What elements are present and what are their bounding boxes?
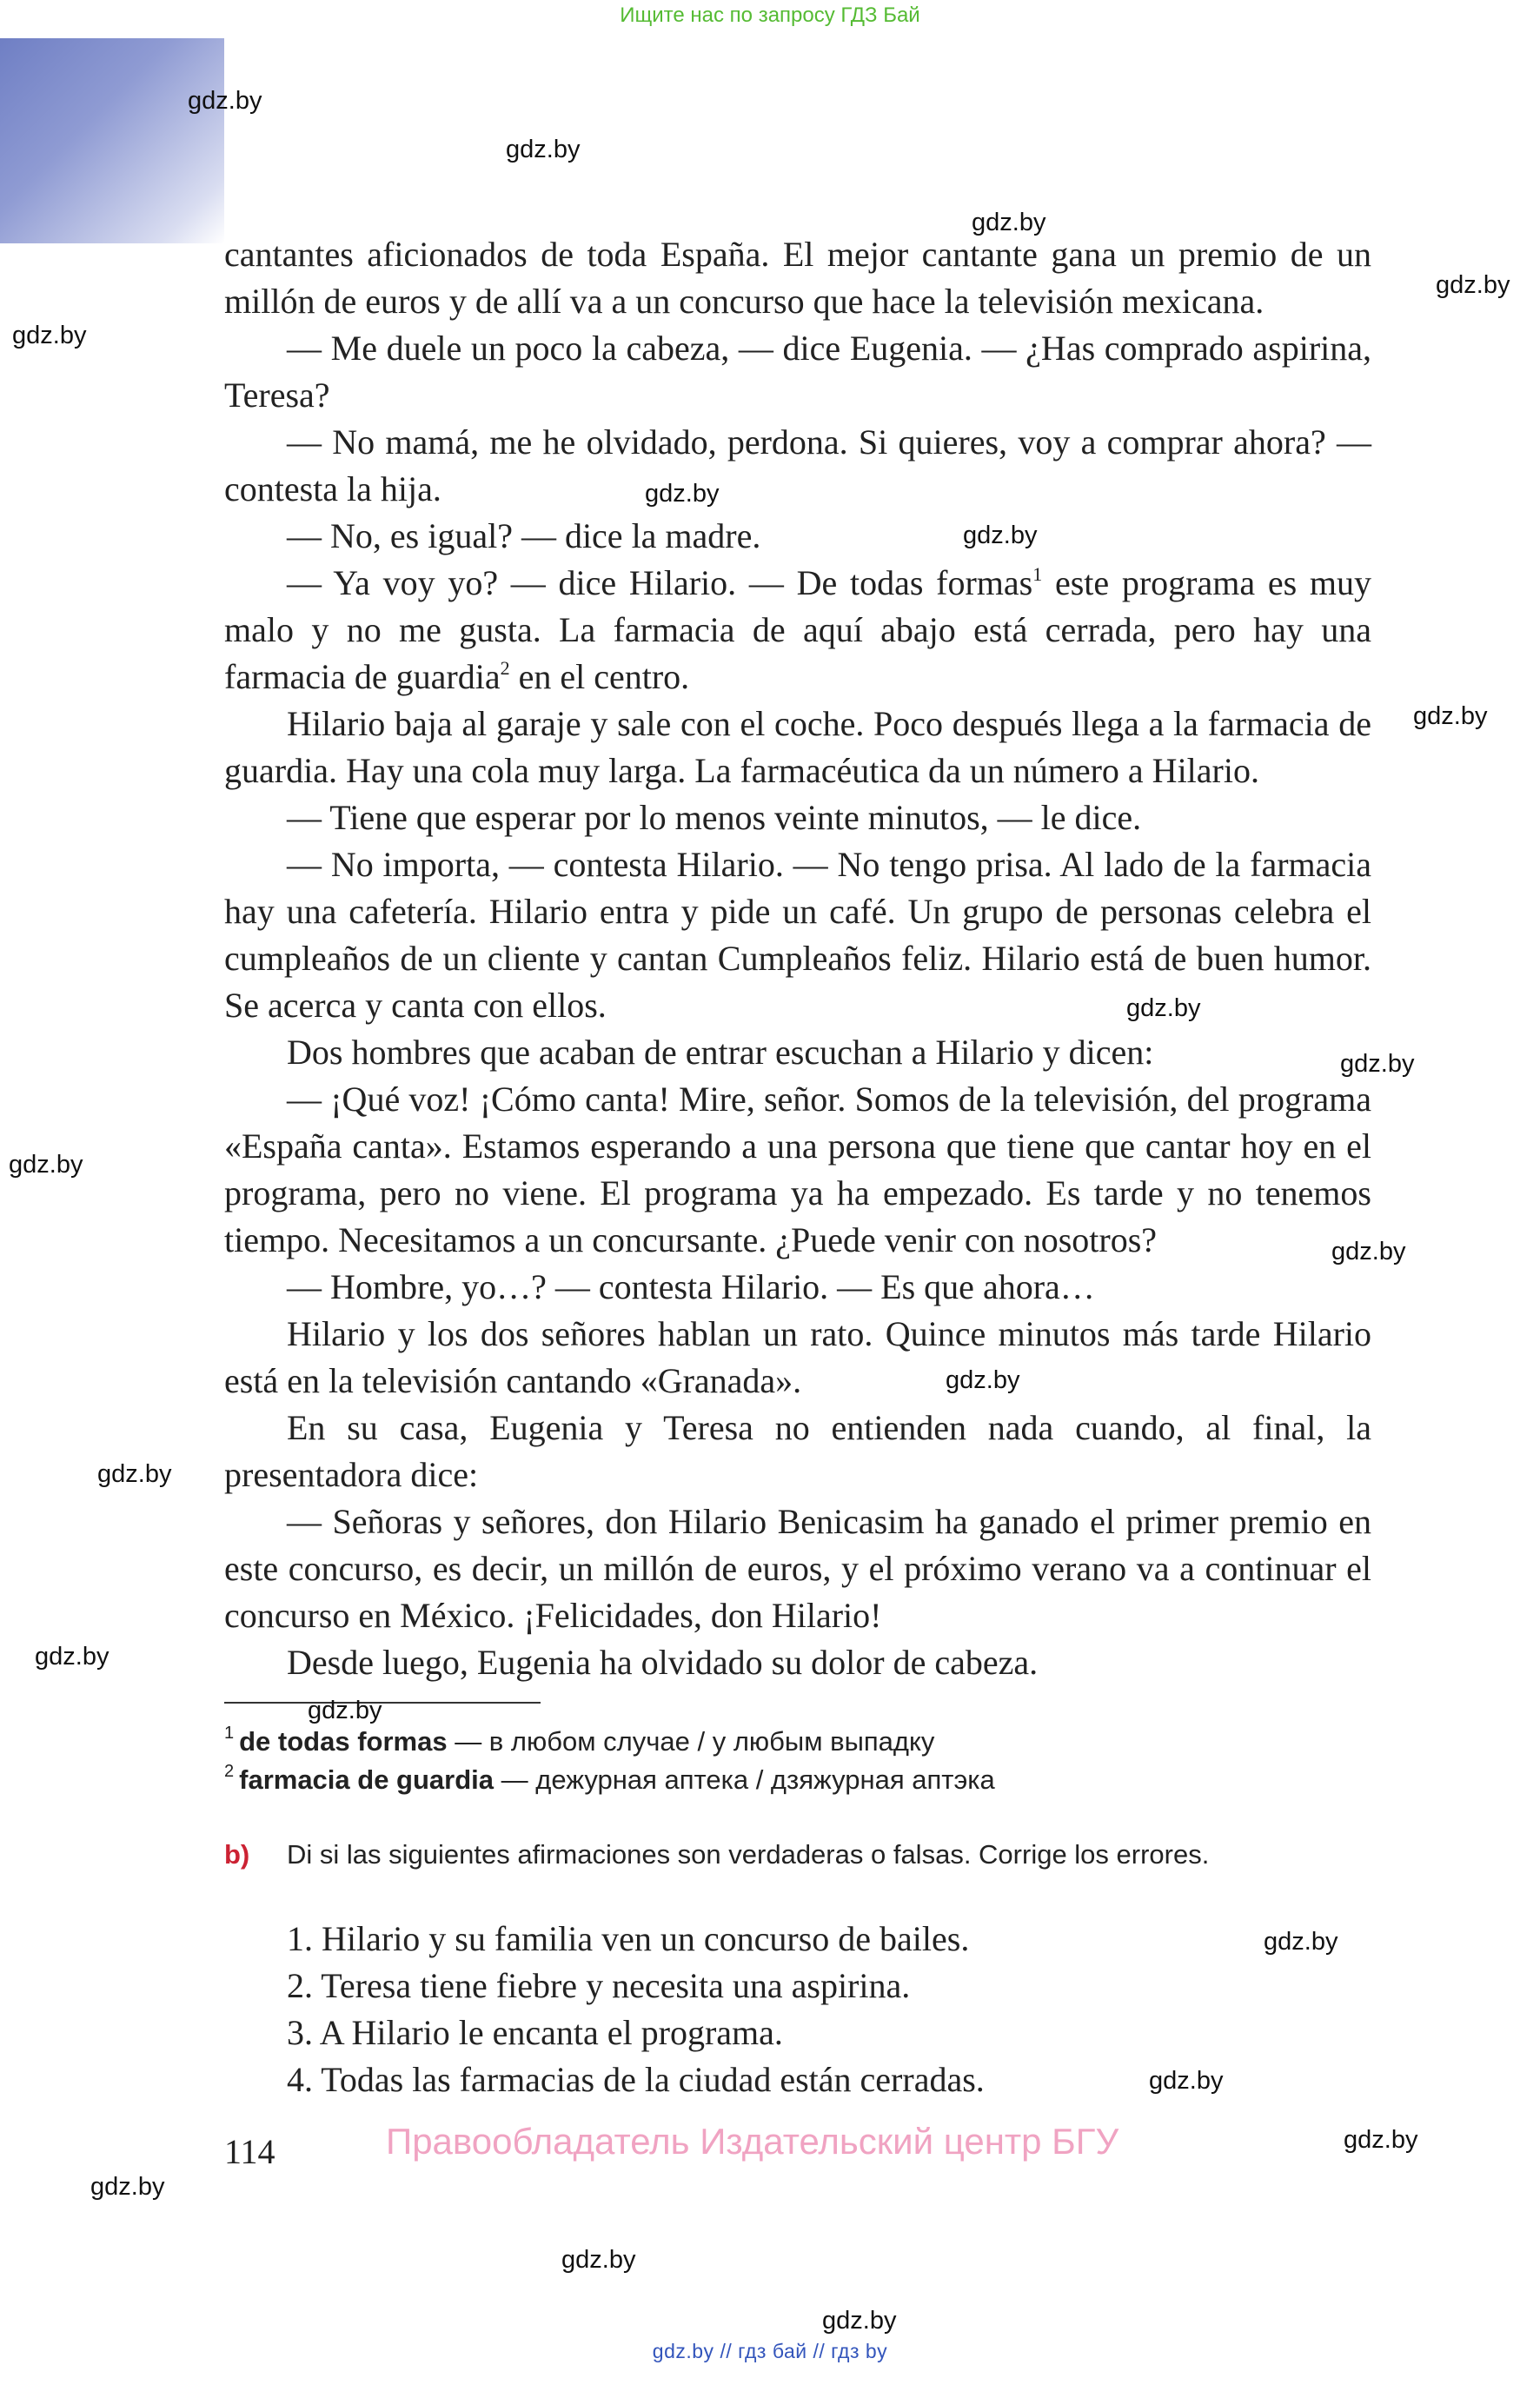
watermark: gdz.by	[972, 209, 1046, 236]
paragraph: — Hombre, yo…? — contesta Hilario. — Es que ahora…	[287, 1267, 1095, 1306]
watermark: gdz.by	[561, 2246, 636, 2274]
paragraph: Dos hombres que acaban de entrar escuchan a Hilario y dicen:	[287, 1033, 1154, 1072]
watermark: gdz.by	[1264, 1928, 1338, 1956]
paragraph: Hilario baja al garaje y sale con el coche. Poco después llega a la farmacia de guardia. Hay una cola muy larga. La farmacéutica da un número a Hilario.	[224, 704, 1371, 790]
paragraph: — Señoras y señores, don Hilario Benicasim ha ganado el primer premio en este concurso, es decir, un millón de euros, y el próximo verano va a continuar el concurso en México. ¡Felicidades, don Hilario!	[224, 1502, 1371, 1635]
watermark: gdz.by	[963, 522, 1038, 549]
paragraph: — No, es igual? — dice la madre.	[287, 516, 761, 555]
watermark: gdz.by	[946, 1366, 1020, 1394]
exercise-task	[224, 1836, 1371, 1874]
watermark: gdz.by	[1331, 1238, 1406, 1266]
watermark: gdz.by	[1344, 2126, 1418, 2154]
paragraph-part: en el centro.	[509, 657, 690, 696]
footnote	[224, 1761, 1371, 1799]
watermark: gdz.by	[35, 1643, 110, 1671]
paragraph-part: — Ya voy yo? — dice Hilario. — De todas formas	[287, 563, 1033, 602]
footnote-divider	[224, 1702, 541, 1704]
watermark: gdz.by	[9, 1151, 83, 1179]
corner-decoration	[0, 38, 224, 243]
footnotes	[224, 1723, 1371, 1799]
paragraph: — Tiene que esperar por lo menos veinte minutos, — le dice.	[287, 798, 1142, 837]
footnote-term: farmacia de guardia	[239, 1764, 495, 1795]
story-text	[224, 231, 1371, 1686]
watermark: gdz.by	[188, 87, 262, 115]
watermark: gdz.by	[1340, 1050, 1415, 1078]
watermark: gdz.by	[1413, 702, 1488, 730]
page-number: 114	[224, 2132, 275, 2171]
top-banner[interactable]: Ищите нас по запросу ГДЗ Бай	[620, 3, 920, 27]
paragraph: — No mamá, me he olvidado, perdona. Si quieres, voy a comprar ahora? — contesta la hija.	[224, 422, 1371, 508]
watermark: gdz.by	[506, 136, 581, 163]
watermark: gdz.by	[1149, 2067, 1224, 2095]
watermark: gdz.by	[12, 322, 87, 349]
paragraph: — Me duele un poco la cabeza, — dice Eugenia. — ¿Has comprado aspirina, Teresa?	[224, 329, 1371, 415]
footnote-definition: — дежурная аптека / дзяжурная аптэка	[494, 1764, 995, 1795]
paragraph: — ¡Qué voz! ¡Cómo canta! Mire, señor. Somos de la televisión, del programa «España canta». Estamos esperando a una persona que tiene que cantar hoy en el programa, pero no viene. El programa ya ha empezado. Es tarde y no tenemos tiempo. Necesitamos a un concursante. ¿Puede venir con nosotros?	[224, 1080, 1371, 1259]
paragraph-part: este programa es muy malo y no me gusta. La farmacia de aquí abajo está cerrada, pero hay una farmacia de guardia	[224, 563, 1371, 696]
statement: 2. Teresa tiene fiebre y necesita una aspirina.	[287, 1966, 911, 2005]
bottom-banner[interactable]: gdz.by // гдз бай // гдз by	[652, 2340, 888, 2362]
watermark: gdz.by	[97, 1460, 172, 1488]
paragraph: Hilario y los dos señores hablan un rato. Quince minutos más tarde Hilario está en la televisión cantando «Granada».	[224, 1314, 1371, 1400]
statement: 1. Hilario y su familia ven un concurso de bailes.	[287, 1919, 970, 1958]
watermark: gdz.by	[645, 480, 720, 508]
watermark: gdz.by	[822, 2307, 897, 2335]
copyright-notice: Правообладатель Издательский центр БГУ	[386, 2121, 1119, 2162]
footnote-marker: 1	[1032, 563, 1043, 585]
paragraph: En su casa, Eugenia y Teresa no entienden nada cuando, al final, la presentadora dice:	[224, 1408, 1371, 1494]
watermark: gdz.by	[90, 2173, 165, 2201]
footnote	[224, 1723, 1371, 1761]
watermark: gdz.by	[308, 1697, 382, 1724]
statement: 4. Todas las farmacias de la ciudad están cerradas.	[287, 2060, 985, 2099]
paragraph: Desde luego, Eugenia ha olvidado su dolor de cabeza.	[287, 1643, 1039, 1682]
paragraph-with-footnotes	[224, 560, 1371, 701]
footnote-number: 1	[224, 1724, 235, 1743]
paragraph: — No importa, — contesta Hilario. — No tengo prisa. Al lado de la farmacia hay una cafetería. Hilario entra y pide un café. Un grupo de personas celebra el cumpleaños de un cliente y cantan Cumpleaños feliz. Hilario está de buen humor. Se acerca y canta con ellos.	[224, 845, 1371, 1025]
task-instruction: Di si las siguientes afirmaciones son verdaderas o falsas. Corrige los errores.	[287, 1839, 1210, 1870]
footnote-term: de todas formas	[239, 1726, 448, 1757]
paragraph: cantantes aficionados de toda España. El mejor cantante gana un premio de un millón de euros y de allí va a un concurso que hace la televisión mexicana.	[224, 235, 1371, 321]
statement: 3. A Hilario le encanta el programa.	[287, 2013, 783, 2052]
footnote-definition: — в любом случае / у любым выпадку	[447, 1726, 935, 1757]
watermark: gdz.by	[1436, 271, 1510, 299]
footnote-number: 2	[224, 1762, 235, 1781]
task-label: b)	[224, 1839, 250, 1870]
watermark: gdz.by	[1126, 994, 1201, 1022]
footnote-marker: 2	[500, 657, 510, 679]
